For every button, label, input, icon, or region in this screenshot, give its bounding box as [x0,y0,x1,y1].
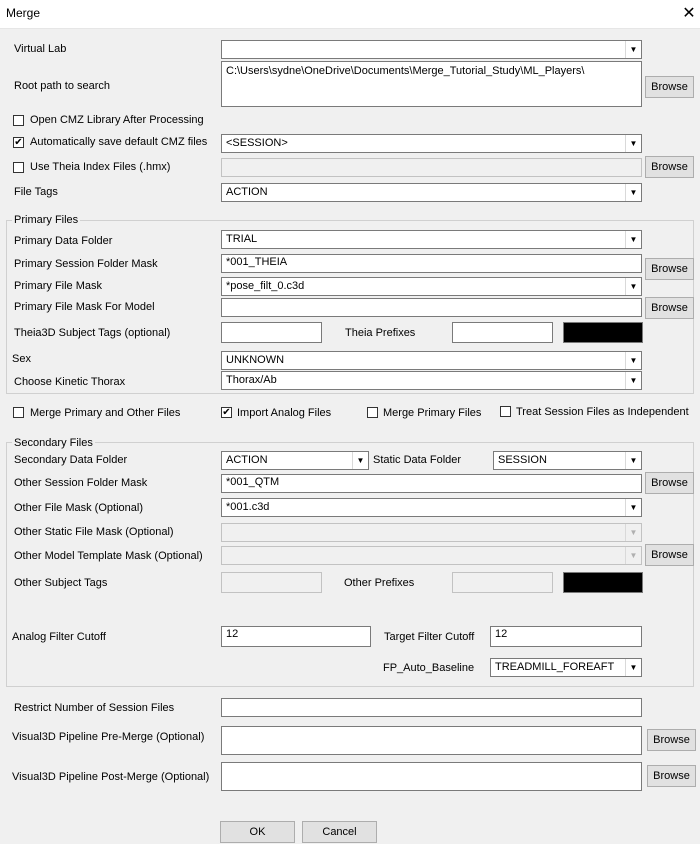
chevron-down-icon[interactable]: ▼ [625,659,641,676]
root-path-input[interactable]: C:\Users\sydne\OneDrive\Documents\Merge_Tutorial_Study\ML_Players\ [221,61,642,107]
other-model-template-label: Other Model Template Mask (Optional) [14,550,203,562]
sex-value: UNKNOWN [226,354,285,366]
primary-data-folder-value: TRIAL [226,233,258,245]
theia-prefixes-input[interactable] [452,322,553,343]
other-prefixes-label: Other Prefixes [344,577,415,589]
restrict-sessions-label: Restrict Number of Session Files [14,702,175,714]
import-analog-checkbox[interactable] [221,407,232,418]
file-tags-combo[interactable] [221,183,642,202]
sex-label: Sex [12,353,31,365]
primary-model-mask-input[interactable] [221,298,642,317]
file-tags-value: ACTION [226,186,268,198]
close-icon[interactable]: ✕ [682,5,696,22]
primary-session-mask-input[interactable]: *001_THEIA [221,254,642,273]
target-cutoff-input[interactable]: 12 [490,626,642,647]
target-cutoff-label: Target Filter Cutoff [384,631,475,643]
chevron-down-icon[interactable]: ▼ [625,452,641,469]
pre-merge-input[interactable] [221,726,642,755]
root-path-browse-button[interactable]: Browse [645,76,694,98]
kinetic-thorax-combo[interactable] [221,371,642,390]
merge-primary-other-label: Merge Primary and Other Files [30,407,181,419]
fp-baseline-combo[interactable] [490,658,642,677]
pre-merge-label: Visual3D Pipeline Pre-Merge (Optional) [12,731,205,743]
analog-cutoff-label: Analog Filter Cutoff [12,631,106,643]
primary-data-folder-label: Primary Data Folder [14,235,113,247]
import-analog-label: Import Analog Files [237,407,332,419]
cancel-button[interactable]: Cancel [302,821,377,843]
merge-primary-label: Merge Primary Files [383,407,482,419]
other-prefixes-input[interactable] [452,572,553,593]
secondary-files-title: Secondary Files [14,437,93,449]
analog-cutoff-input[interactable]: 12 [221,626,371,647]
secondary-data-folder-value: ACTION [226,454,268,466]
theia-index-label: Use Theia Index Files (.hmx) [30,161,171,173]
root-path-label: Root path to search [14,80,111,92]
auto-save-label: Automatically save default CMZ files [30,136,208,148]
other-session-mask-label: Other Session Folder Mask [14,477,148,489]
chevron-down-icon[interactable]: ▼ [625,231,641,248]
secondary-data-folder-combo[interactable] [221,451,369,470]
primary-session-browse-button[interactable]: Browse [645,258,694,280]
other-session-mask-input[interactable]: *001_QTM [221,474,642,493]
other-static-mask-label: Other Static File Mask (Optional) [14,526,174,538]
checkmark-icon: ✔ [222,407,231,418]
other-session-browse-button[interactable]: Browse [645,472,694,494]
primary-model-browse-button[interactable]: Browse [645,297,694,319]
other-subject-tags-input[interactable] [221,572,322,593]
post-merge-browse-button[interactable]: Browse [647,765,696,787]
other-file-mask-label: Other File Mask (Optional) [14,502,143,514]
static-data-folder-value: SESSION [498,454,547,466]
fp-baseline-value: TREADMILL_FOREAFT [495,661,615,673]
restrict-sessions-input[interactable] [221,698,642,717]
primary-file-mask-label: Primary File Mask [14,280,103,292]
chevron-down-icon[interactable]: ▼ [625,499,641,516]
virtual-lab-combo[interactable] [221,40,642,59]
primary-model-mask-label: Primary File Mask For Model [14,301,155,313]
secondary-color-swatch[interactable] [563,572,643,593]
treat-session-checkbox[interactable] [500,406,511,417]
chevron-down-icon[interactable]: ▼ [625,524,641,541]
virtual-lab-label: Virtual Lab [14,43,67,55]
merge-primary-other-checkbox[interactable] [13,407,24,418]
ok-button[interactable]: OK [220,821,295,843]
static-data-folder-combo[interactable] [493,451,642,470]
other-model-template-combo[interactable] [221,546,642,565]
auto-save-value: <SESSION> [226,137,288,149]
window-title: Merge [6,6,41,20]
chevron-down-icon[interactable]: ▼ [625,41,641,58]
theia-index-input[interactable] [221,158,642,177]
auto-save-checkbox[interactable] [13,137,24,148]
chevron-down-icon[interactable]: ▼ [625,184,641,201]
primary-file-mask-value: *pose_filt_0.c3d [226,280,305,292]
theia-subject-tags-label: Theia3D Subject Tags (optional) [14,327,171,339]
title-bar [0,0,700,29]
open-cmz-label: Open CMZ Library After Processing [30,114,204,126]
fp-baseline-label: FP_Auto_Baseline [383,662,475,674]
other-file-mask-value: *001.c3d [226,501,270,513]
merge-primary-checkbox[interactable] [367,407,378,418]
post-merge-input[interactable] [221,762,642,791]
theia-subject-tags-input[interactable] [221,322,322,343]
chevron-down-icon[interactable]: ▼ [352,452,368,469]
open-cmz-checkbox[interactable] [13,115,24,126]
primary-data-folder-combo[interactable] [221,230,642,249]
other-static-mask-combo[interactable] [221,523,642,542]
auto-save-combo[interactable] [221,134,642,153]
primary-file-mask-combo[interactable] [221,277,642,296]
primary-files-title: Primary Files [14,214,79,226]
chevron-down-icon[interactable]: ▼ [625,278,641,295]
treat-session-label: Treat Session Files as Independent [516,406,689,418]
chevron-down-icon[interactable]: ▼ [625,547,641,564]
other-subject-tags-label: Other Subject Tags [14,577,108,589]
primary-session-mask-label: Primary Session Folder Mask [14,258,158,270]
pre-merge-browse-button[interactable]: Browse [647,729,696,751]
other-file-mask-combo[interactable] [221,498,642,517]
primary-color-swatch[interactable] [563,322,643,343]
chevron-down-icon[interactable]: ▼ [625,135,641,152]
file-tags-label: File Tags [14,186,58,198]
checkmark-icon: ✔ [14,137,23,148]
kinetic-thorax-value: Thorax/Ab [226,374,277,386]
secondary-data-folder-label: Secondary Data Folder [14,454,128,466]
static-data-folder-label: Static Data Folder [373,454,462,466]
theia-index-checkbox[interactable] [13,162,24,173]
chevron-down-icon[interactable]: ▼ [625,372,641,389]
chevron-down-icon[interactable]: ▼ [625,352,641,369]
theia-prefixes-label: Theia Prefixes [345,327,416,339]
theia-index-browse-button[interactable]: Browse [645,156,694,178]
post-merge-label: Visual3D Pipeline Post-Merge (Optional) [12,771,210,783]
sex-combo[interactable] [221,351,642,370]
other-model-browse-button[interactable]: Browse [645,544,694,566]
kinetic-thorax-label: Choose Kinetic Thorax [14,376,126,388]
